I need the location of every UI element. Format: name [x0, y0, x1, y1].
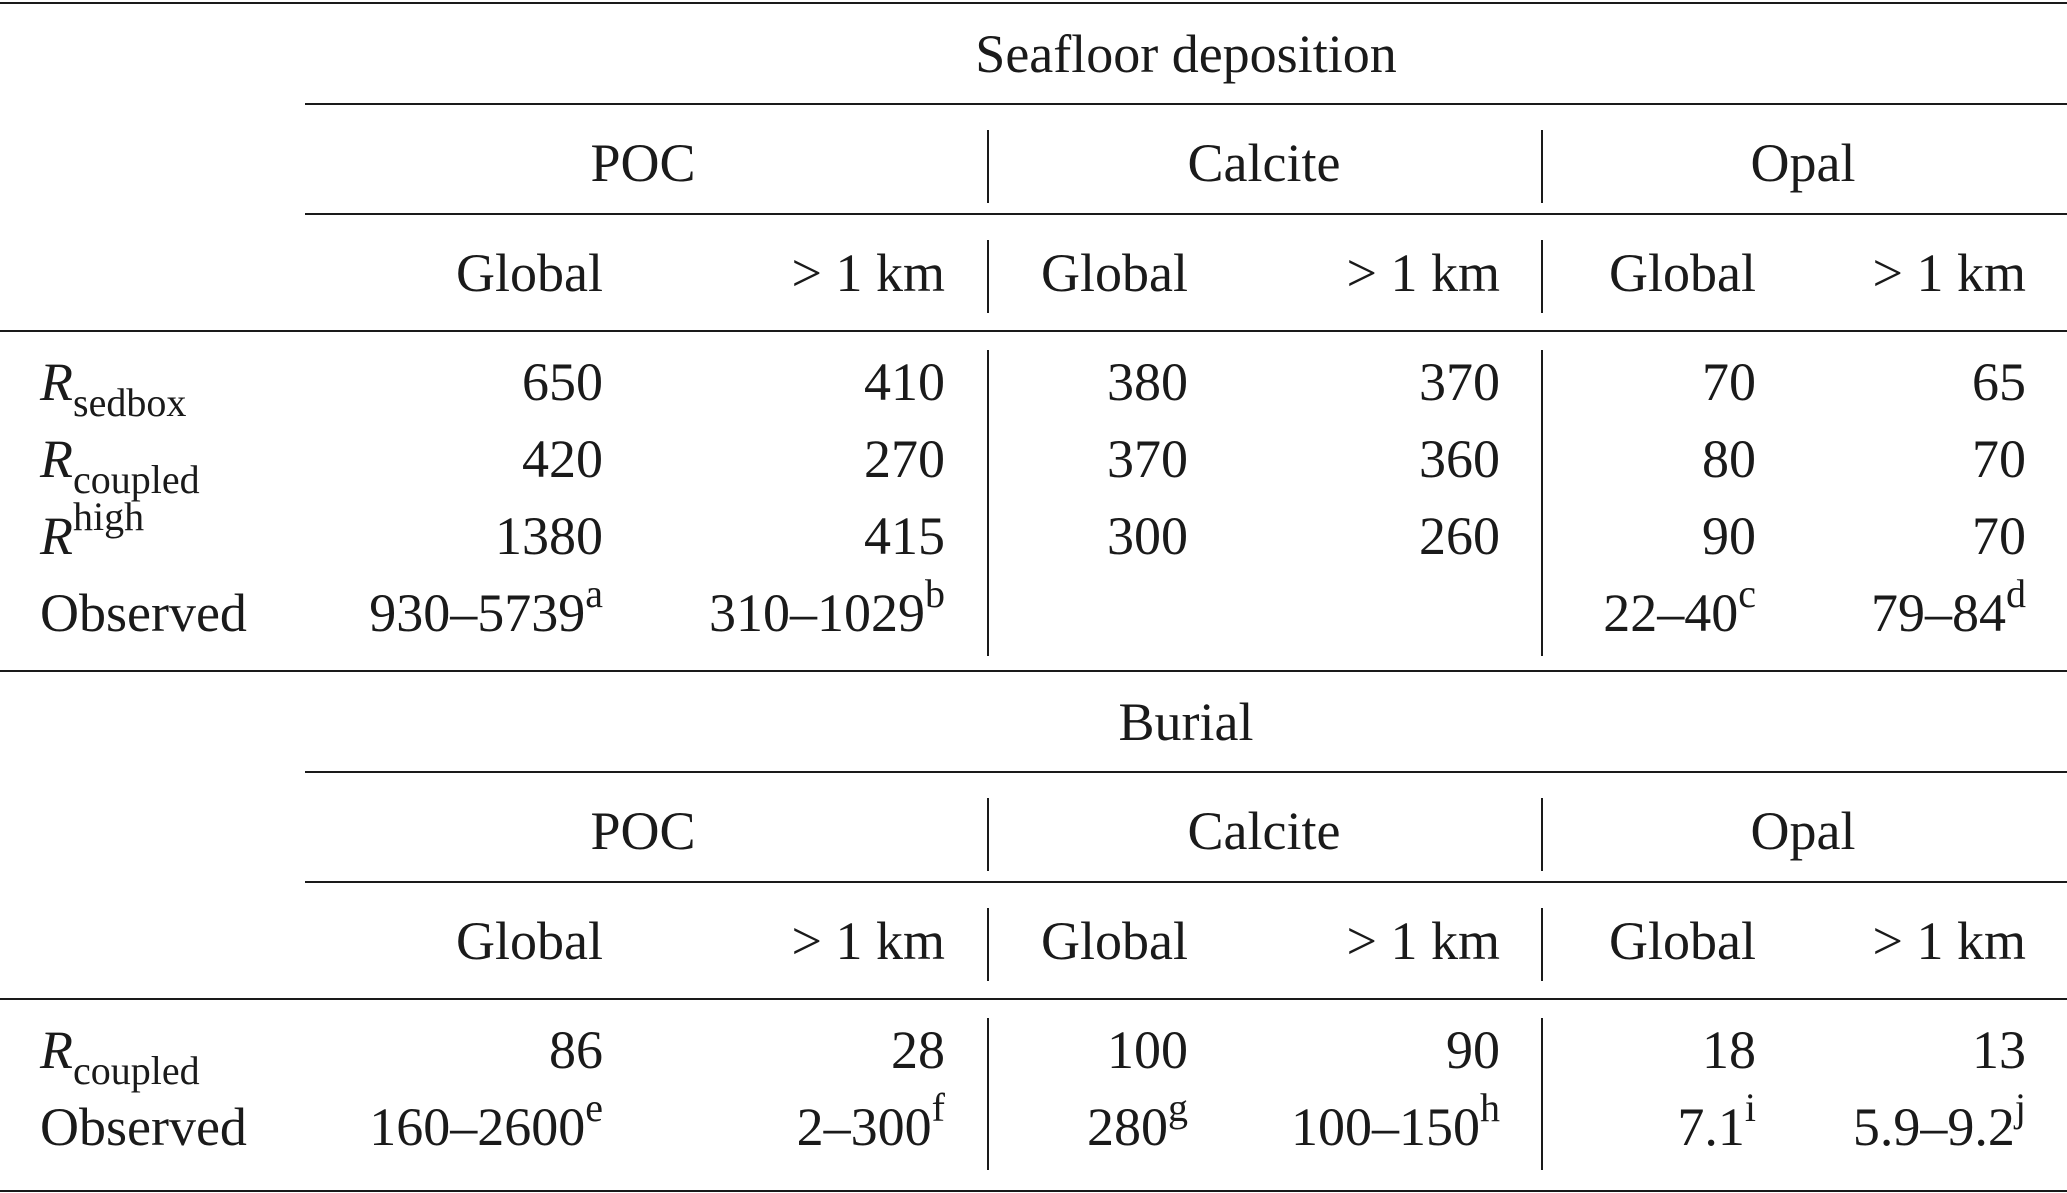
table-cell [522, 352, 603, 412]
group-underline [305, 213, 2067, 215]
table-cell [1291, 1085, 1500, 1157]
footnote-marker: e [585, 1085, 603, 1130]
title-underline [305, 103, 2067, 105]
row-label [40, 429, 200, 502]
table-cell [1972, 1020, 2026, 1080]
group-separator [987, 130, 989, 203]
table-cell [1972, 429, 2026, 489]
table-cell [369, 571, 603, 643]
table-cell [1702, 506, 1756, 566]
group-underline [305, 881, 2067, 883]
cell-value: 70 [1972, 506, 2026, 566]
table-cell [549, 1020, 603, 1080]
group-separator [987, 350, 989, 656]
group-separator [1541, 908, 1543, 981]
header-bottom-rule [0, 330, 2067, 332]
cell-value: 65 [1972, 352, 2026, 412]
table-cell [1852, 1085, 2026, 1157]
subcol-header: Global [456, 243, 603, 303]
group-separator [1541, 350, 1543, 656]
table-cell [1107, 429, 1188, 489]
title-underline [305, 771, 2067, 773]
subcol-header: > 1 km [791, 911, 945, 971]
table-cell [522, 429, 603, 489]
cell-value: 90 [1702, 506, 1756, 566]
group-header-calcite: Calcite [1187, 133, 1341, 193]
table-cell [709, 571, 945, 643]
cell-value: 410 [864, 352, 945, 412]
cell-value: 80 [1702, 429, 1756, 489]
cell-value: 370 [1107, 429, 1188, 489]
group-separator [1541, 1018, 1543, 1170]
cell-value: 260 [1419, 506, 1500, 566]
cell-value: 2–300 [796, 1097, 932, 1157]
table-cell [1702, 352, 1756, 412]
footnote-marker: a [585, 571, 603, 616]
table-cell [1107, 352, 1188, 412]
footnote-marker: d [2006, 571, 2026, 616]
group-separator [987, 908, 989, 981]
footnote-marker: j [2014, 1085, 2026, 1130]
footnote-marker: i [1744, 1085, 1756, 1130]
cell-value: 100–150 [1291, 1097, 1480, 1157]
panel-top-rule [0, 670, 2067, 672]
table-cell [864, 352, 945, 412]
row-label-subscript: sedbox [73, 380, 187, 425]
cell-value: 280 [1087, 1097, 1168, 1157]
panel-title: Seafloor deposition [975, 24, 1397, 84]
table-cell [864, 429, 945, 489]
cell-value: 370 [1419, 352, 1500, 412]
group-separator [1541, 240, 1543, 313]
cell-value: 86 [549, 1020, 603, 1080]
row-label-main: R [40, 429, 73, 489]
footnote-marker: c [1738, 571, 1756, 616]
cell-value: 650 [522, 352, 603, 412]
row-label-main: R [40, 506, 73, 566]
panel-top-rule [0, 2, 2067, 4]
row-label [40, 494, 145, 566]
table-cell [1702, 429, 1756, 489]
subcol-header: Global [1609, 911, 1756, 971]
cell-value: 90 [1446, 1020, 1500, 1080]
subcol-header: > 1 km [1872, 911, 2026, 971]
row-label-superscript: high [73, 494, 145, 539]
cell-value: 5.9–9.2 [1852, 1097, 2015, 1157]
row-label [40, 352, 187, 425]
cell-value: 22–40 [1603, 583, 1739, 643]
subcol-header: > 1 km [1346, 243, 1500, 303]
group-separator [1541, 798, 1543, 871]
table-cell [1677, 1085, 1756, 1157]
table-bottom-rule [0, 1190, 2067, 1192]
subcol-header: Global [456, 911, 603, 971]
table-cell [1419, 506, 1500, 566]
table-cell [1107, 506, 1188, 566]
group-header-opal: Opal [1750, 133, 1856, 193]
row-label [40, 1020, 200, 1093]
subcol-header: > 1 km [1872, 243, 2026, 303]
table-cell [495, 506, 603, 566]
table-cell [1419, 352, 1500, 412]
subcol-header: Global [1041, 911, 1188, 971]
footnote-marker: f [931, 1085, 945, 1130]
row-label-main: Observed [40, 1097, 247, 1157]
table-cell [1087, 1085, 1188, 1157]
row-label-subscript: coupled [73, 1048, 200, 1093]
cell-value: 420 [522, 429, 603, 489]
table-cell [1972, 352, 2026, 412]
group-header-poc: POC [590, 801, 696, 861]
row-label-main: R [40, 1020, 73, 1080]
cell-value: 270 [864, 429, 945, 489]
group-separator [987, 798, 989, 871]
table-cell [1702, 1020, 1756, 1080]
table-cell [891, 1020, 945, 1080]
row-label-main: Observed [40, 583, 247, 643]
subcol-header: > 1 km [1346, 911, 1500, 971]
footnote-marker: g [1168, 1085, 1188, 1130]
cell-value: 13 [1972, 1020, 2026, 1080]
subcol-header: > 1 km [791, 243, 945, 303]
cell-value: 415 [864, 506, 945, 566]
table-cell [1972, 506, 2026, 566]
table-cell [1603, 571, 1756, 643]
row-label-main: R [40, 352, 73, 412]
row-label [40, 583, 247, 643]
cell-value: 300 [1107, 506, 1188, 566]
group-header-poc: POC [590, 133, 696, 193]
table-cell [1871, 571, 2026, 643]
footnote-marker: b [925, 571, 945, 616]
cell-value: 360 [1419, 429, 1500, 489]
cell-value: 79–84 [1871, 583, 2006, 643]
subcol-header: Global [1041, 243, 1188, 303]
row-label-subscript: coupled [73, 457, 200, 502]
table-cell [369, 1085, 603, 1157]
row-label [40, 1097, 247, 1157]
table-cell [1419, 429, 1500, 489]
group-separator [1541, 130, 1543, 203]
cell-value: 310–1029 [709, 583, 925, 643]
group-separator [987, 240, 989, 313]
group-separator [987, 1018, 989, 1170]
table-cell [864, 506, 945, 566]
panel-title: Burial [1118, 692, 1254, 752]
table-cell [1107, 1020, 1188, 1080]
subcol-header: Global [1609, 243, 1756, 303]
cell-value: 160–2600 [369, 1097, 586, 1157]
group-header-calcite: Calcite [1187, 801, 1341, 861]
cell-value: 100 [1107, 1020, 1188, 1080]
cell-value: 1380 [495, 506, 603, 566]
cell-value: 930–5739 [369, 583, 586, 643]
table-cell [1446, 1020, 1500, 1080]
group-header-opal: Opal [1750, 801, 1856, 861]
table-cell [796, 1085, 945, 1157]
header-bottom-rule [0, 998, 2067, 1000]
cell-value: 380 [1107, 352, 1188, 412]
cell-value: 70 [1972, 429, 2026, 489]
footnote-marker: h [1480, 1085, 1500, 1130]
cell-value: 70 [1702, 352, 1756, 412]
cell-value: 7.1 [1677, 1097, 1745, 1157]
cell-value: 18 [1702, 1020, 1756, 1080]
cell-value: 28 [891, 1020, 945, 1080]
